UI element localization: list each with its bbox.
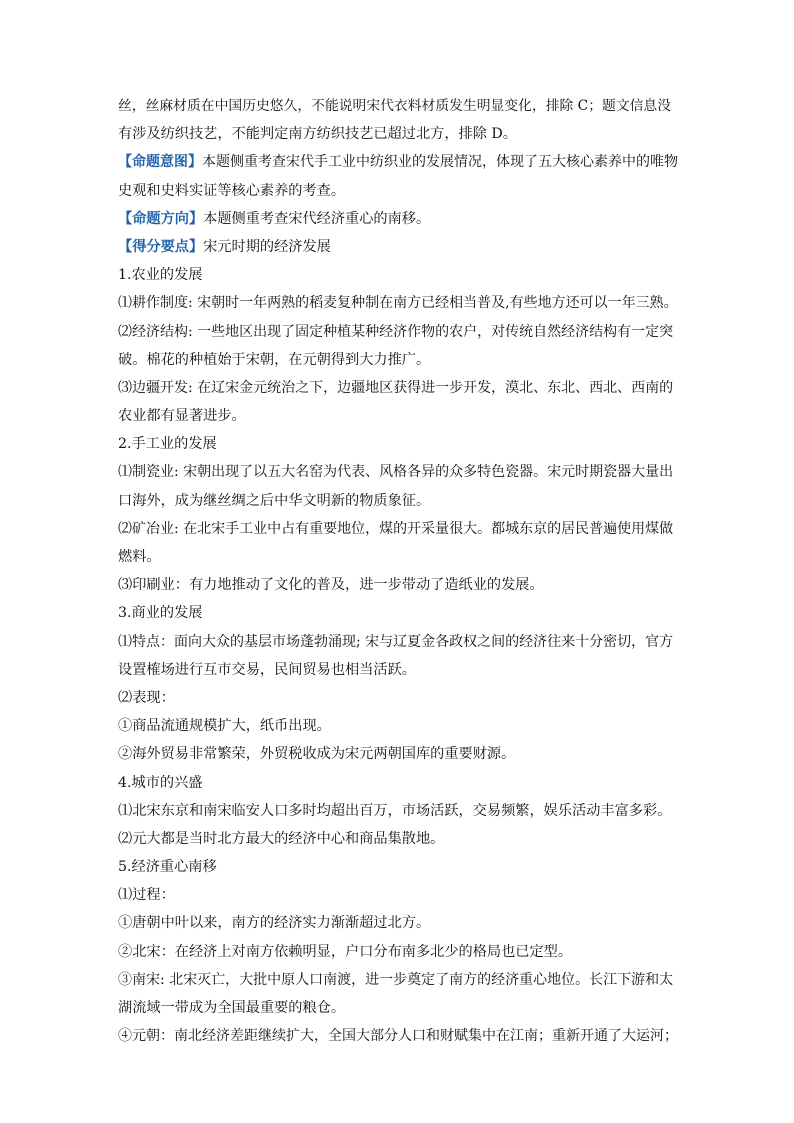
line-text: ③南宋: 北宋灭亡，大批中原人口南渡，进一步奠定了南方的经济重心地位。长江下游和太 — [118, 971, 674, 988]
line-text: 口海外，成为继丝绸之后中华文明新的物质象征。 — [118, 492, 431, 509]
text-line — [118, 628, 678, 656]
line-text: 有涉及纺织技艺，不能判定南方纺织技艺已超过北方，排除 D。 — [118, 126, 517, 143]
text-line — [118, 374, 678, 402]
line-text: ⑴北宋东京和南宋临安人口多时均超出百万，市场活跃，交易频繁，娱乐活动丰富多彩。 — [118, 802, 672, 819]
line-text: 湖流域一带成为全国最重要的粮仓。 — [118, 1000, 346, 1016]
line-text: 1.农业的发展 — [118, 267, 203, 284]
text-line — [118, 881, 678, 909]
line-text: ⑶印刷业：有力地推动了文化的普及，进一步带动了造纸业的发展。 — [118, 577, 544, 594]
line-text: ④元朝：南北经济差距继续扩大，全国大部分人口和财赋集中在江南；重新开通了大运河； — [118, 1028, 678, 1045]
line-text: 5.经济重心南移 — [118, 859, 217, 876]
line-text: ⑴耕作制度: 宋朝时一年两熟的稻麦复种制在南方已经相当普及,有些地方还可以一年三熟。 — [118, 295, 678, 312]
text-line — [118, 1022, 678, 1050]
text-line — [118, 571, 678, 599]
text-line — [118, 994, 678, 1022]
text-line — [118, 487, 678, 515]
text-line — [118, 346, 678, 374]
line-text: 农业都有显著进步。 — [118, 408, 246, 425]
text-line — [118, 909, 678, 937]
text-line — [118, 430, 678, 458]
line-text: ⑴制瓷业: 宋朝出现了以五大名窑为代表、风格各异的众多特色瓷器。宋元时期瓷器大量出 — [118, 464, 674, 481]
text-line — [118, 261, 678, 289]
section-tag: 【得分要点】 — [118, 238, 204, 255]
text-line — [118, 684, 678, 712]
line-text: ⑴过程： — [118, 887, 175, 904]
line-text: 3.商业的发展 — [118, 605, 203, 622]
line-text: 丝，丝麻材质在中国历史悠久，不能说明宋代衣料材质发生明显变化，排除 C；题文信息没 — [118, 98, 672, 114]
text-line — [118, 599, 678, 627]
text-line — [118, 402, 678, 430]
text-line — [118, 515, 678, 543]
line-text: ⑵矿冶业: 在北宋手工业中占有重要地位，煤的开采量很大。都城东京的居民普遍使用煤做 — [118, 520, 674, 537]
text-line — [118, 853, 678, 881]
line-text: ⑶边疆开发: 在辽宋金元统治之下，边疆地区获得进一步开发，漠北、东北、西北、西南的 — [118, 379, 674, 396]
line-text: 燃料。 — [118, 549, 161, 565]
text-line — [118, 938, 678, 966]
text-line — [118, 740, 678, 768]
text-line — [118, 289, 678, 317]
line-text: 本题侧重考查宋代手工业中纺织业的发展情况，体现了五大核心素养中的唯物 — [202, 154, 678, 171]
line-text: 宋元时期的经济发展 — [203, 238, 331, 255]
line-text: 本题侧重考查宋代经济重心的南移。 — [203, 210, 431, 227]
text-line — [118, 712, 678, 740]
document-body — [118, 92, 678, 1050]
text-line — [118, 120, 678, 148]
line-text: ②北宋：在经济上对南方依赖明显，户口分布南多北少的格局也已定型。 — [118, 943, 573, 960]
line-text: ⑵经济结构: 一些地区出现了固定种植某种经济作物的农户，对传统自然经济结构有一定突 — [118, 323, 674, 340]
text-line — [118, 656, 678, 684]
text-line — [118, 148, 678, 176]
line-text: ①商品流通规模扩大，纸币出现。 — [118, 718, 331, 735]
line-text: 2.手工业的发展 — [118, 436, 217, 453]
section-tag: 【命题意图】 — [118, 154, 202, 171]
text-line — [118, 92, 678, 120]
line-text: 4.城市的兴盛 — [118, 774, 203, 791]
text-line — [118, 825, 678, 853]
line-text: ⑴特点：面向大众的基层市场蓬勃涌现; 宋与辽夏金各政权之间的经济往来十分密切，官方 — [118, 633, 674, 650]
line-text: 破。棉花的种植始于宋朝，在元朝得到大力推广。 — [118, 351, 431, 368]
line-text: ②海外贸易非常繁荣，外贸税收成为宋元两朝国库的重要财源。 — [118, 746, 516, 763]
text-line — [118, 177, 678, 205]
text-line — [118, 966, 678, 994]
line-text: ①唐朝中叶以来，南方的经济实力渐渐超过北方。 — [118, 915, 431, 932]
line-text: 史观和史料实证等核心素养的考查。 — [118, 182, 346, 199]
text-line — [118, 318, 678, 346]
text-line — [118, 797, 678, 825]
line-text: ⑵表现： — [118, 689, 175, 706]
line-text: 设置榷场进行互市交易，民间贸易也相当活跃。 — [118, 661, 416, 678]
section-tag: 【命题方向】 — [118, 210, 204, 227]
text-line — [118, 769, 678, 797]
text-line — [118, 205, 678, 233]
text-line — [118, 233, 678, 261]
line-text: ⑵元大都是当时北方最大的经济中心和商品集散地。 — [118, 830, 445, 847]
text-line — [118, 543, 678, 571]
text-line — [118, 458, 678, 486]
